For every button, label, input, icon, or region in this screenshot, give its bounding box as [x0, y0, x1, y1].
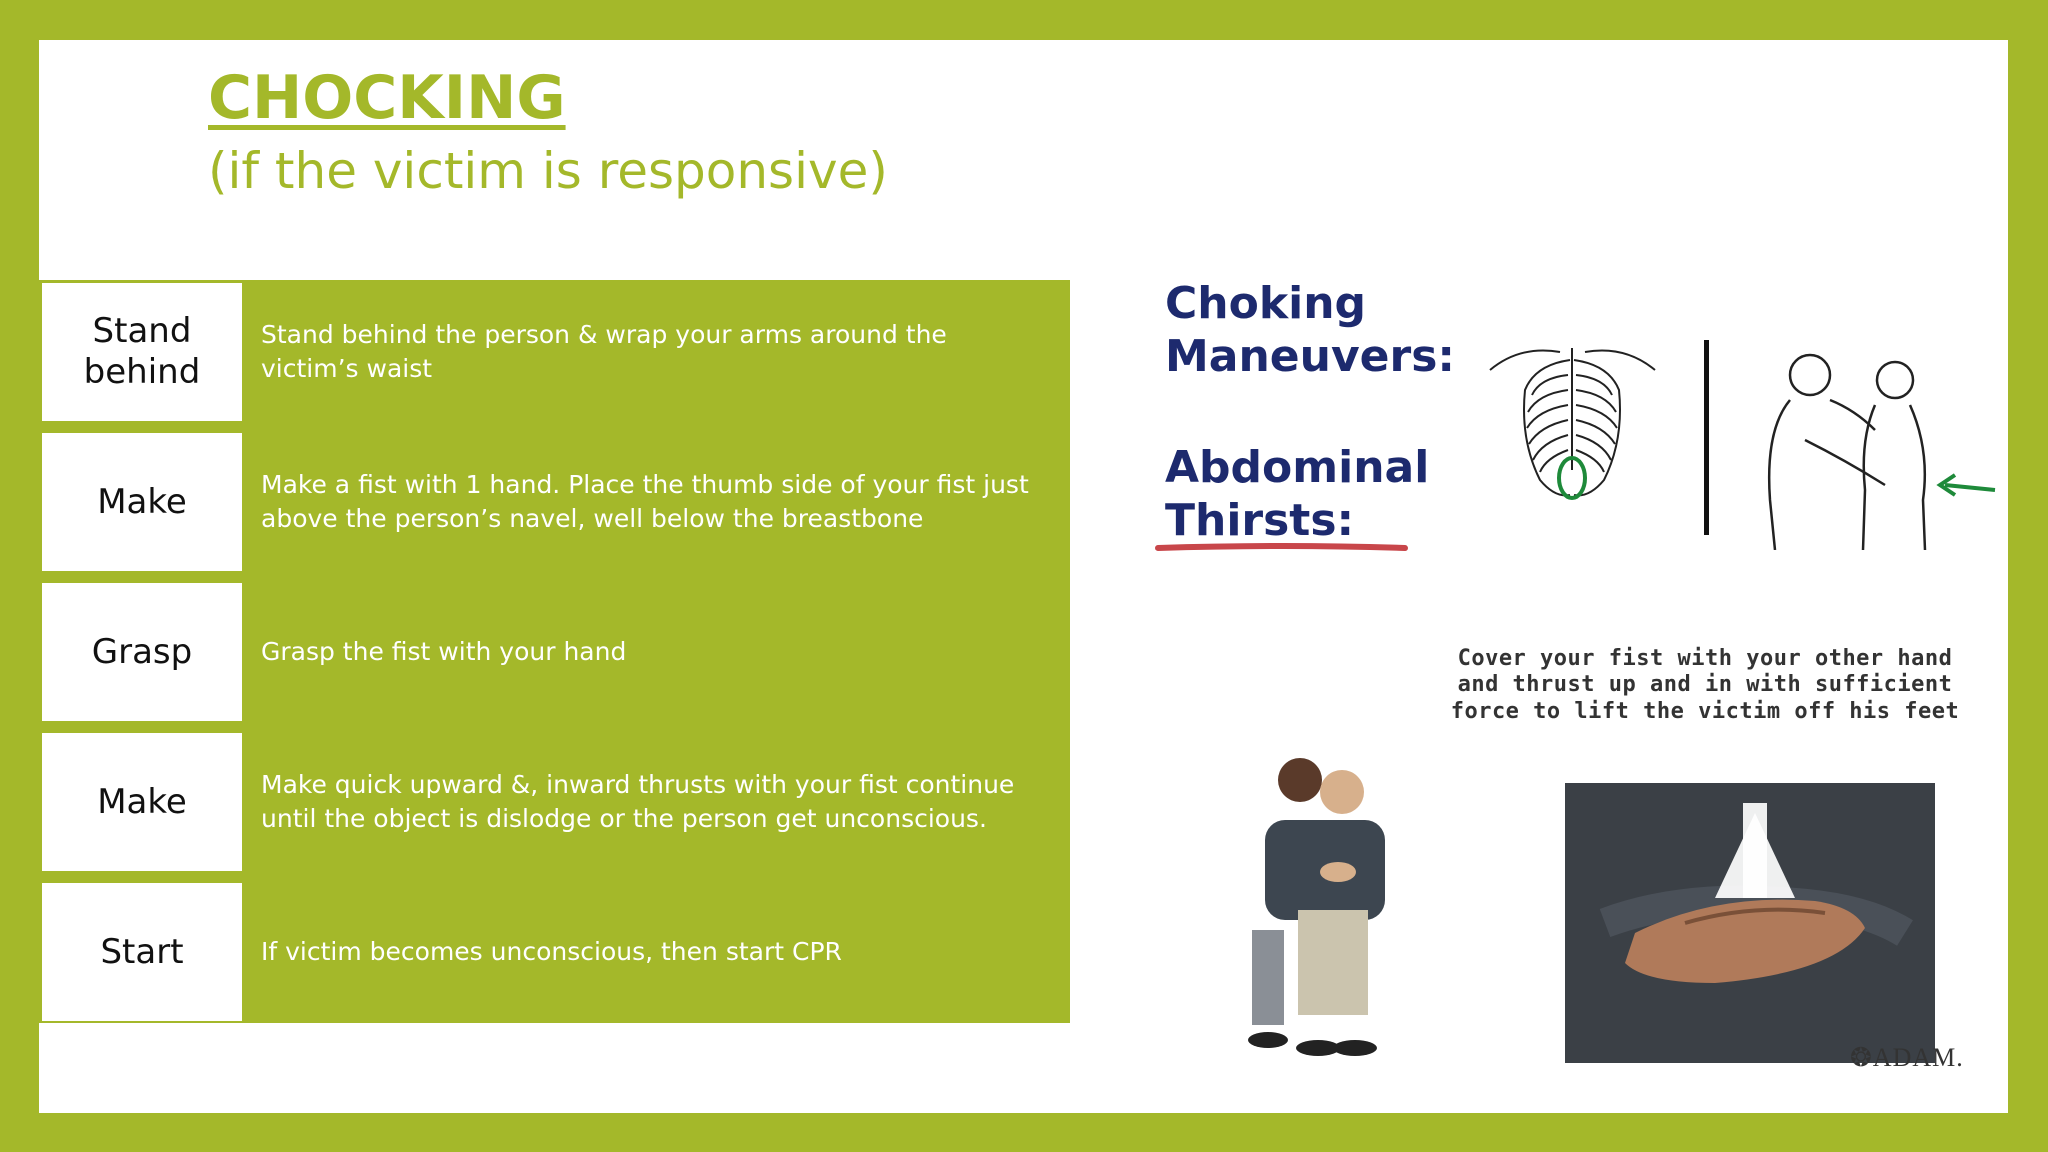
step-key: Grasp	[42, 583, 242, 721]
step-row	[39, 580, 1070, 730]
step-text: Make quick upward &, inward thrusts with your fist continue until the object is dislodge or the person get unconscious.	[261, 770, 1015, 833]
step-key: Start	[42, 883, 242, 1021]
ribcage-icon	[1480, 320, 1665, 520]
maneuvers-heading: Choking Maneuvers:	[1165, 278, 1455, 382]
divider-line	[1704, 340, 1709, 535]
abdominal-heading: Abdominal Thirsts:	[1165, 442, 1430, 546]
red-underline	[1155, 540, 1415, 556]
step-row	[39, 730, 1070, 880]
choking-illustration	[1080, 230, 2008, 1113]
slide-subtitle: (if the victim is responsive)	[208, 142, 888, 200]
step-row	[39, 880, 1070, 1023]
step-text: Stand behind the person & wrap your arms around the victim’s waist	[261, 320, 947, 383]
steps-table	[39, 280, 1070, 1023]
hands-thrust-icon	[1565, 783, 1935, 1063]
step-key: Make	[42, 433, 242, 571]
figure-caption: Cover your fist with your other hand and thrust up and in with sufficient force to lift the victim off his feet	[1450, 646, 1960, 724]
step-text: If victim becomes unconscious, then start CPR	[261, 937, 842, 967]
step-row	[39, 430, 1070, 580]
step-text: Grasp the fist with your hand	[261, 637, 627, 667]
heimlich-people-icon	[1230, 750, 1425, 1060]
step-key: Stand behind	[42, 283, 242, 421]
step-key: Make	[42, 733, 242, 871]
step-row	[39, 280, 1070, 430]
rescuer-diagram-icon	[1745, 350, 2008, 550]
slide	[39, 40, 2008, 1113]
adam-credit: ❂ADAM.	[1850, 1043, 1964, 1072]
step-text: Make a fist with 1 hand. Place the thumb side of your fist just above the person’s navel, well below the breastbone	[261, 470, 1029, 533]
slide-title: CHOCKING	[208, 63, 566, 133]
